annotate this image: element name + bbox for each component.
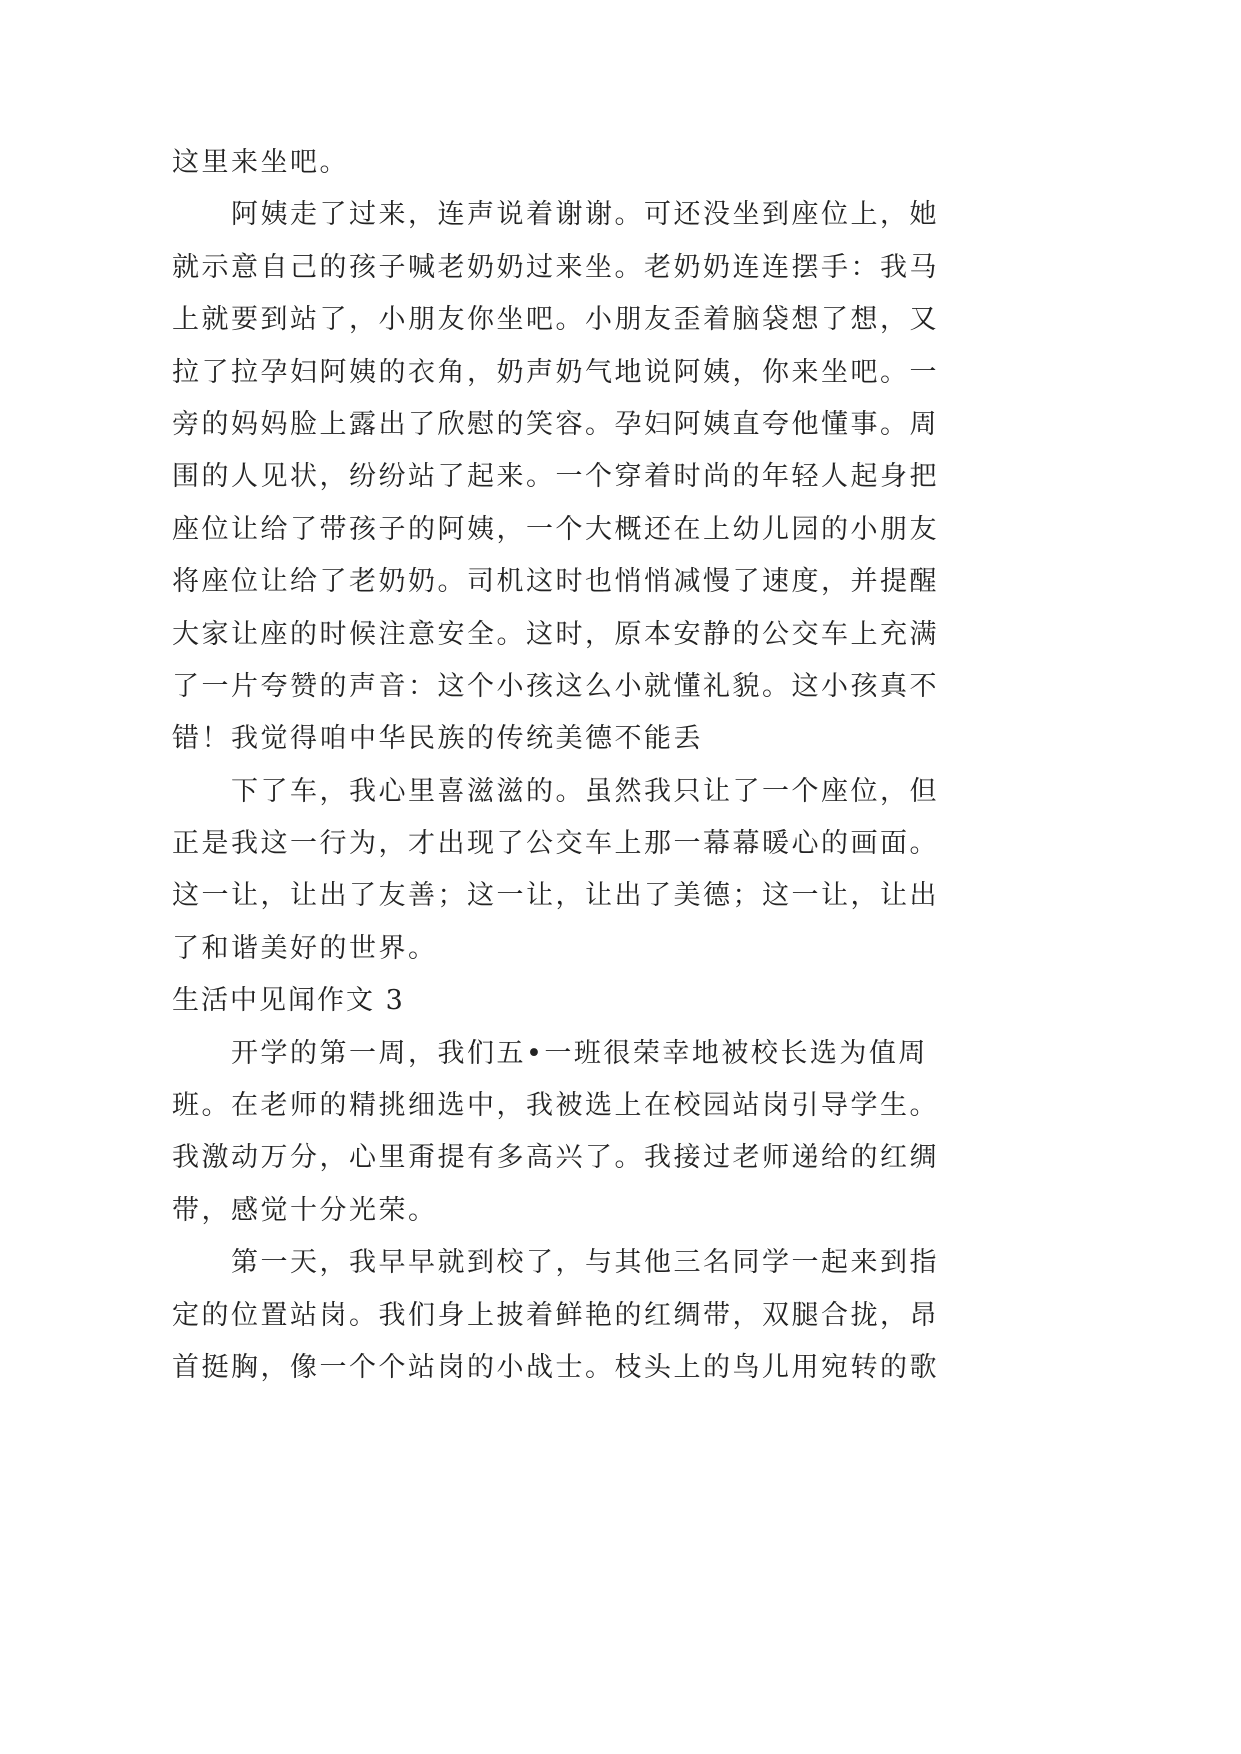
text-line: 正是我这一行为，才出现了公交车上那一幕幕暖心的画面。 [172,828,939,860]
paragraph [172,1028,1072,1238]
text-line: 首挺胸，像一个个站岗的小战士。枝头上的鸟儿用宛转的歌 [172,1351,939,1383]
text-line: 旁的妈妈脸上露出了欣慰的笑容。孕妇阿姨直夸他懂事。周 [172,408,939,440]
text-line: 这一让，让出了友善；这一让，让出了美德；这一让，让出 [172,880,939,912]
text-line: 这里来坐吧。 [172,147,349,178]
text-line: 带，感觉十分光荣。 [172,1194,438,1226]
paragraph [172,189,1072,765]
text-line: 开学的第一周，我们五•一班很荣幸地被校长选为值周 [231,1037,928,1069]
text-line: 错！我觉得咱中华民族的传统美德不能丢 [172,723,703,755]
text-line: 定的位置站岗。我们身上披着鲜艳的红绸带，双腿合拢，昂 [172,1299,939,1331]
text-line: 班。在老师的精挑细选中，我被选上在校园站岗引导学生。 [172,1090,939,1122]
essay-title: 生活中见闻作文 3 [172,985,405,1017]
text-line: 第一天，我早早就到校了，与其他三名同学一起来到指 [231,1247,939,1279]
paragraph [172,1237,1072,1394]
text-line: 上就要到站了，小朋友你坐吧。小朋友歪着脑袋想了想，又 [172,304,939,336]
text-line: 下了车，我心里喜滋滋的。虽然我只让了一个座位，但 [231,775,939,807]
paragraph [172,137,1072,189]
text-line: 座位让给了带孩子的阿姨，一个大概还在上幼儿园的小朋友 [172,513,939,545]
text-line: 大家让座的时候注意安全。这时，原本安静的公交车上充满 [172,618,939,650]
paragraph [172,766,1072,976]
text-line: 拉了拉孕妇阿姨的衣角，奶声奶气地说阿姨，你来坐吧。一 [172,356,939,388]
text-line: 我激动万分，心里甭提有多高兴了。我接过老师递给的红绸 [172,1142,939,1174]
text-line: 将座位让给了老奶奶。司机这时也悄悄减慢了速度，并提醒 [172,566,939,598]
text-line: 就示意自己的孩子喊老奶奶过来坐。老奶奶连连摆手：我马 [172,251,939,283]
text-line: 了和谐美好的世界。 [172,932,438,964]
text-line: 围的人见状，纷纷站了起来。一个穿着时尚的年轻人起身把 [172,461,939,493]
document-body [172,137,1072,1394]
text-line: 阿姨走了过来，连声说着谢谢。可还没坐到座位上，她 [231,199,939,231]
text-line: 了一片夸赞的声音：这个小孩这么小就懂礼貌。这小孩真不 [172,670,939,702]
